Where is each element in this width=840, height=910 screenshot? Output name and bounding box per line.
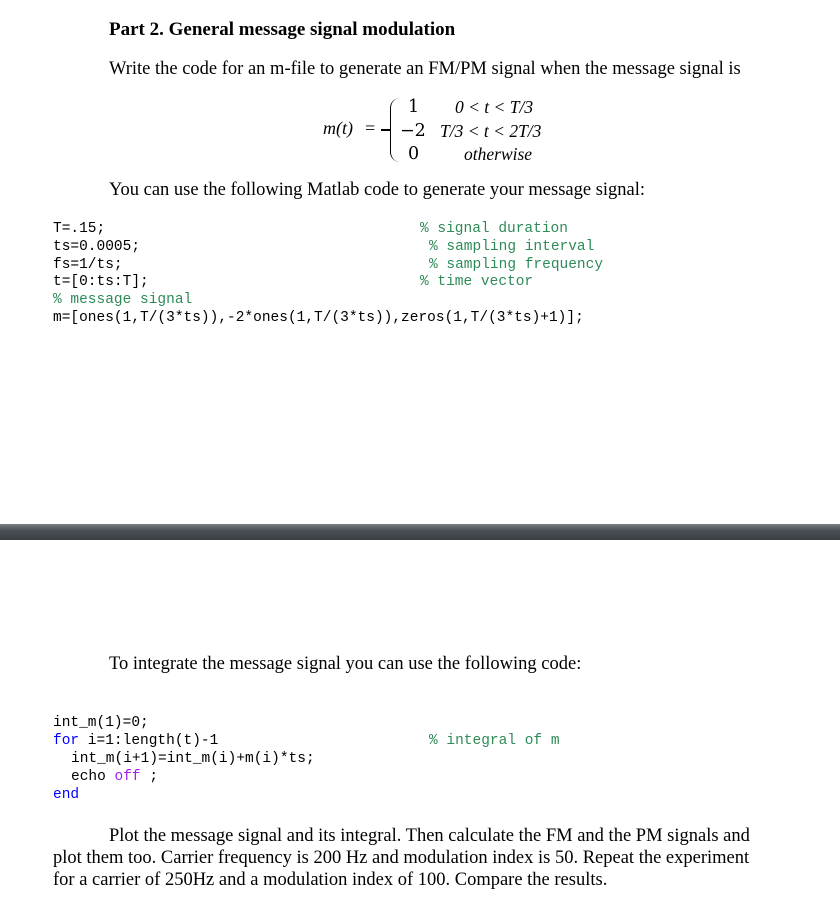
- keyword-end: end: [53, 787, 80, 803]
- for-clause: i=1:length(t)-1: [79, 733, 219, 749]
- code-line: t=[0:ts:T];: [53, 274, 149, 290]
- code-line: fs=1/ts;: [53, 257, 123, 273]
- echo-argument: off: [114, 769, 141, 785]
- code-line: ts=0.0005;: [53, 239, 141, 255]
- case-condition-2: T/3 < t < 2T/3: [440, 121, 542, 141]
- integrate-text: To integrate the message signal you can use the following code:: [109, 654, 582, 674]
- case-value-3: 0: [408, 144, 420, 164]
- final-paragraph-text: Plot the message signal and its integral. Then calculate the FM and the PM signals and plot them too. Carrier frequency is 200 Hz and modulation index is 50. Repeat the experiment for a carrier of 250Hz and a modulation index of 100. Compare the results.: [53, 826, 750, 890]
- brace-tip: [381, 129, 391, 131]
- page-divider: [0, 524, 840, 540]
- code-comment: % integral of m: [429, 733, 560, 749]
- code-line: [71, 769, 158, 787]
- code-line: int_m(i+1)=int_m(i)+m(i)*ts;: [71, 751, 315, 767]
- case-value-1: 1: [408, 97, 420, 117]
- code-comment: % message signal: [53, 292, 193, 308]
- use-code-text: You can use the following Matlab code to generate your message signal:: [109, 180, 646, 200]
- code-line: int_m(1)=0;: [53, 715, 149, 731]
- echo-terminator: ;: [140, 769, 159, 785]
- code-comment: % time vector: [420, 274, 534, 290]
- echo-command: echo: [71, 769, 115, 785]
- section-heading: Part 2. General message signal modulation: [109, 19, 456, 40]
- code-comment: % sampling interval: [429, 239, 595, 255]
- intro-text: Write the code for an m-file to generate an FM/PM signal when the message signal is: [109, 59, 741, 79]
- equation-equals: =: [365, 118, 376, 138]
- code-line: [53, 733, 218, 751]
- code-line: m=[ones(1,T/(3*ts)),-2*ones(1,T/(3*ts)),zeros(1,T/(3*ts)+1)];: [53, 310, 584, 326]
- code-comment: % sampling frequency: [429, 257, 604, 273]
- equation-lhs: m(t): [323, 118, 353, 138]
- code-comment: % signal duration: [420, 221, 568, 237]
- keyword-for: for: [53, 733, 80, 749]
- case-condition-3: otherwise: [464, 144, 533, 164]
- code-line: T=.15;: [53, 221, 106, 237]
- case-condition-1: 0 < t < T/3: [455, 97, 534, 117]
- final-paragraph: [53, 825, 773, 891]
- case-value-2: −2: [400, 121, 426, 141]
